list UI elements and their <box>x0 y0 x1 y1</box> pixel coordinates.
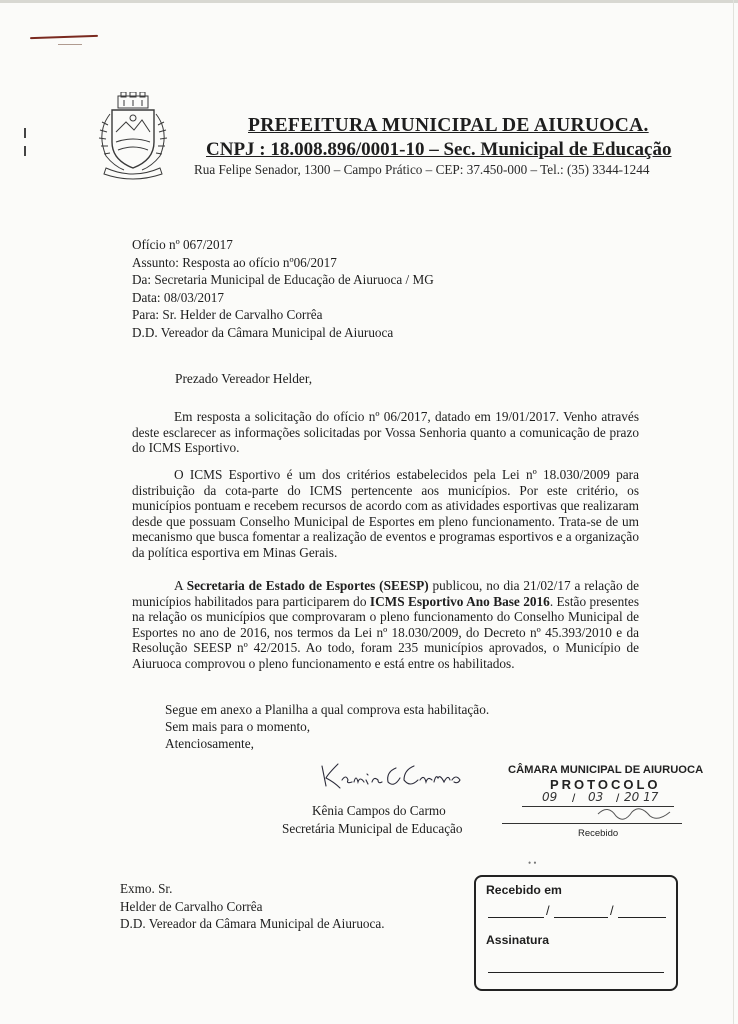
receipt-assinatura: Assinatura <box>486 933 549 947</box>
paragraph-2: O ICMS Esportivo é um dos critérios estabelecidos pela Lei nº 18.030/2009 para distribuição da cota-parte do ICMS pertencente aos municípios. Por este critério, os municípios pontuam e recebem recursos de acordo com as atividades esportivas que realizaram desde que possuam Conselho Municipal de Esportes em pleno funcionamento. Trata-se de um mecanismo que busca fomentar a realização de eventos e programas esportivos e a organização da política esportiva em Minas Gerais. <box>132 467 639 560</box>
page-top-edge <box>0 0 738 3</box>
signatory-role: Secretária Municipal de Educação <box>282 821 463 836</box>
addressee-line-2: Helder de Carvalho Corrêa <box>120 898 263 914</box>
stamp-recebido: Recebido <box>578 828 619 839</box>
closing <box>165 701 489 752</box>
closing-line-2: Sem mais para o momento, <box>165 719 311 734</box>
paragraph-3-text: publicou, no dia 21/02/17 a relação de municípios habilitados para participarem do <box>132 578 639 609</box>
receipt-slash: / <box>546 903 550 918</box>
signatory-name: Kênia Campos do Carmo <box>312 803 446 818</box>
stamp-protocolo: PROTOCOLO <box>550 777 661 792</box>
meta-data: Data: 08/03/2017 <box>132 289 224 305</box>
paragraph-1: Em resposta a solicitação do ofício nº 06/2017, datado em 19/01/2017. Venho através deste esclarecer as informações solicitadas por Vossa Senhoria quanto a comunicação de prazo do ICMS Esportivo. <box>132 409 639 456</box>
paragraph-3-text: A <box>174 578 187 593</box>
addressee-line-3: D.D. Vereador da Câmara Municipal de Aiuruoca. <box>120 916 385 932</box>
meta-cargo: D.D. Vereador da Câmara Municipal de Aiuruoca <box>132 324 394 340</box>
meta-oficio: Ofício nº 067/2017 <box>132 237 233 252</box>
pen-mark-faint <box>58 44 82 45</box>
stamp-title: CÂMARA MUNICIPAL DE AIURUOCA <box>508 764 704 776</box>
receipt-day-line <box>488 917 544 918</box>
receipt-month-line <box>554 917 608 918</box>
paragraph-3-bold-seesp: Secretaria de Estado de Esportes (SEESP) <box>186 578 429 593</box>
handwritten-signature-icon <box>316 760 466 792</box>
stamp-recebido-line <box>502 823 682 824</box>
paragraph-3-text: . Estão presentes na relação os municípios que comprovaram o pleno funcionamento do Conselho Municipal de Esportes no ano de 2016, nos termos da Lei nº 18.030/2009, do Decreto nº 45.393/2010 e da Resolução SEESP nº 42/2015. Ao todo, foram 235 municípios aprovados, o Município de Aiuruoca comprovou o pleno funcionamento e está entre os habilitados. <box>132 593 639 671</box>
meta-para: Para: Sr. Helder de Carvalho Corrêa <box>132 307 323 323</box>
meta-de: Da: Secretaria Municipal de Educação de Aiuruoca / MG <box>132 272 434 288</box>
addressee-line-1: Exmo. Sr. <box>120 881 173 896</box>
receipt-signature-line <box>488 972 664 973</box>
salutation: Prezado Vereador Helder, <box>175 371 313 386</box>
protocol-stamp <box>502 760 702 850</box>
addressee-block <box>120 880 385 933</box>
municipal-coat-of-arms-icon <box>88 92 178 180</box>
margin-tick <box>24 128 26 138</box>
margin-tick <box>24 146 26 156</box>
receipt-box <box>474 875 678 991</box>
stamp-date-day: 09 <box>542 790 558 804</box>
paragraph-3-bold-icms: ICMS Esportivo Ano Base 2016 <box>369 593 550 609</box>
pen-mark <box>30 35 98 39</box>
receipt-recebido-em: Recebido em <box>486 883 562 897</box>
header-address: Rua Felipe Senador, 1300 – Campo Prático – CEP: 37.450-000 – Tel.: (35) 3344-1244 <box>194 162 650 177</box>
stamp-slash: / <box>616 791 620 805</box>
stamp-date-month: 03 <box>588 790 604 804</box>
stamp-date-year: 20 17 <box>624 790 659 804</box>
stamp-slash: / <box>572 791 576 805</box>
ink-dots: • • <box>528 858 537 868</box>
header-cnpj: CNPJ : 18.008.896/0001-10 – Sec. Municipal de Educação <box>206 139 672 160</box>
header-title: PREFEITURA MUNICIPAL DE AIURUOCA. <box>248 115 649 136</box>
receipt-slash: / <box>610 903 614 918</box>
receipt-year-line <box>618 917 666 918</box>
closing-line-1: Segue em anexo a Planilha a qual comprova esta habilitação. <box>165 702 490 717</box>
page-right-edge <box>733 0 734 1024</box>
closing-line-3: Atenciosamente, <box>165 736 254 751</box>
paragraph-3 <box>132 578 639 672</box>
letter-meta <box>132 236 434 342</box>
meta-assunto: Assunto: Resposta ao ofício nº06/2017 <box>132 254 337 270</box>
